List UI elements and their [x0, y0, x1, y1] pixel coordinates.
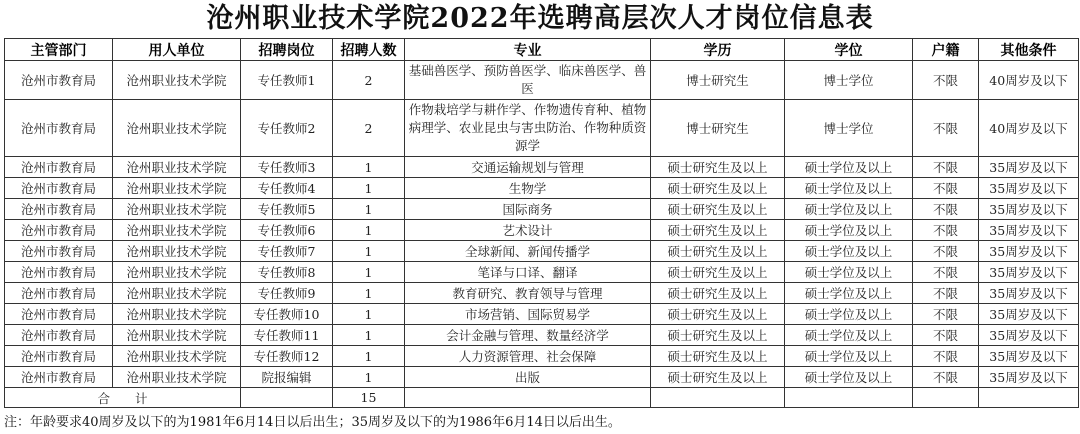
header-row — [5, 39, 1079, 61]
table-cell: 35周岁及以下 — [979, 304, 1079, 325]
table-cell: 沧州职业技术学院 — [113, 178, 241, 199]
table-cell: 专任教师1 — [241, 61, 333, 100]
table-cell: 专任教师8 — [241, 262, 333, 283]
table-cell: 沧州职业技术学院 — [113, 346, 241, 367]
table-cell: 沧州市教育局 — [5, 283, 113, 304]
table-cell: 院报编辑 — [241, 367, 333, 388]
table-cell: 2 — [333, 100, 405, 157]
table-cell: 不限 — [913, 157, 979, 178]
table-cell: 35周岁及以下 — [979, 220, 1079, 241]
table-cell: 1 — [333, 304, 405, 325]
table-cell: 硕士研究生及以上 — [651, 220, 785, 241]
table-cell: 沧州职业技术学院 — [113, 220, 241, 241]
table-cell: 不限 — [913, 241, 979, 262]
table-cell: 沧州市教育局 — [5, 220, 113, 241]
table-cell: 硕士学位及以上 — [785, 262, 913, 283]
table-cell: 艺术设计 — [405, 220, 651, 241]
header-cell: 招聘岗位 — [241, 39, 333, 61]
header-cell: 学历 — [651, 39, 785, 61]
header-cell: 用人单位 — [113, 39, 241, 61]
table-cell: 沧州市教育局 — [5, 100, 113, 157]
table-row — [5, 178, 1079, 199]
table-row — [5, 346, 1079, 367]
table-cell: 硕士研究生及以上 — [651, 367, 785, 388]
table-cell: 专任教师7 — [241, 241, 333, 262]
table-cell: 硕士学位及以上 — [785, 157, 913, 178]
header-cell: 户籍 — [913, 39, 979, 61]
page-title: 沧州职业技术学院2022年选聘高层次人才岗位信息表 — [206, 3, 874, 34]
table-cell: 博士学位 — [785, 100, 913, 157]
table-cell-empty — [913, 388, 979, 408]
table-cell: 出版 — [405, 367, 651, 388]
table-row — [5, 367, 1079, 388]
table-cell: 35周岁及以下 — [979, 157, 1079, 178]
table-cell: 硕士研究生及以上 — [651, 262, 785, 283]
table-cell: 1 — [333, 325, 405, 346]
table-cell: 沧州市教育局 — [5, 178, 113, 199]
total-row — [5, 388, 1079, 408]
table-cell: 笔译与口译、翻译 — [405, 262, 651, 283]
table-cell: 沧州职业技术学院 — [113, 100, 241, 157]
table-cell: 沧州市教育局 — [5, 157, 113, 178]
table-row — [5, 100, 1079, 157]
table-cell: 硕士研究生及以上 — [651, 325, 785, 346]
table-cell: 国际商务 — [405, 199, 651, 220]
table-cell: 硕士学位及以上 — [785, 241, 913, 262]
table-cell: 专任教师4 — [241, 178, 333, 199]
table-cell-empty — [785, 388, 913, 408]
table-cell: 教育研究、教育领导与管理 — [405, 283, 651, 304]
table-row — [5, 61, 1079, 100]
table-cell: 1 — [333, 220, 405, 241]
table-cell: 会计金融与管理、数量经济学 — [405, 325, 651, 346]
table-cell: 硕士研究生及以上 — [651, 199, 785, 220]
table-cell: 基础兽医学、预防兽医学、临床兽医学、兽医 — [405, 61, 651, 100]
footnote: 注：年龄要求40周岁及以下的为1981年6月14日以后出生；35周岁及以下的为1986年6月14日以后出生。 — [4, 415, 621, 430]
table-cell: 40周岁及以下 — [979, 61, 1079, 100]
header-cell: 其他条件 — [979, 39, 1079, 61]
table-cell: 沧州市教育局 — [5, 199, 113, 220]
table-cell: 人力资源管理、社会保障 — [405, 346, 651, 367]
table-cell: 35周岁及以下 — [979, 262, 1079, 283]
table-cell-empty — [405, 388, 651, 408]
table-cell: 沧州职业技术学院 — [113, 283, 241, 304]
table-cell-empty — [651, 388, 785, 408]
table-cell: 沧州市教育局 — [5, 61, 113, 100]
table-cell: 沧州职业技术学院 — [113, 262, 241, 283]
header-cell: 学位 — [785, 39, 913, 61]
table-cell: 沧州市教育局 — [5, 262, 113, 283]
table-cell: 35周岁及以下 — [979, 367, 1079, 388]
table-body — [5, 61, 1079, 408]
header-cell: 专业 — [405, 39, 651, 61]
header-cell: 招聘人数 — [333, 39, 405, 61]
table-row — [5, 241, 1079, 262]
table-cell: 不限 — [913, 178, 979, 199]
table-cell: 专任教师3 — [241, 157, 333, 178]
table-cell: 1 — [333, 283, 405, 304]
table-cell: 专任教师10 — [241, 304, 333, 325]
table-cell: 1 — [333, 367, 405, 388]
table-cell: 全球新闻、新闻传播学 — [405, 241, 651, 262]
table-cell: 沧州市教育局 — [5, 241, 113, 262]
table-cell: 生物学 — [405, 178, 651, 199]
table-cell: 2 — [333, 61, 405, 100]
table-cell: 1 — [333, 157, 405, 178]
table-cell: 专任教师9 — [241, 283, 333, 304]
table-cell: 沧州职业技术学院 — [113, 304, 241, 325]
table-row — [5, 262, 1079, 283]
table-cell: 沧州职业技术学院 — [113, 157, 241, 178]
table-cell-empty — [241, 388, 333, 408]
table-cell: 硕士学位及以上 — [785, 304, 913, 325]
table-cell: 沧州职业技术学院 — [113, 367, 241, 388]
table-cell: 专任教师12 — [241, 346, 333, 367]
table-cell: 35周岁及以下 — [979, 178, 1079, 199]
table-cell: 作物栽培学与耕作学、作物遗传育种、植物病理学、农业昆虫与害虫防治、作物种质资源学 — [405, 100, 651, 157]
table-cell: 不限 — [913, 100, 979, 157]
table-cell: 交通运输规划与管理 — [405, 157, 651, 178]
table-cell: 沧州职业技术学院 — [113, 241, 241, 262]
table-cell: 硕士学位及以上 — [785, 367, 913, 388]
table-cell: 不限 — [913, 283, 979, 304]
positions-table — [4, 38, 1079, 408]
table-cell: 硕士研究生及以上 — [651, 241, 785, 262]
table-cell: 35周岁及以下 — [979, 346, 1079, 367]
table-row — [5, 157, 1079, 178]
table-cell: 硕士学位及以上 — [785, 325, 913, 346]
table-cell: 硕士学位及以上 — [785, 199, 913, 220]
table-cell: 不限 — [913, 262, 979, 283]
table-row — [5, 220, 1079, 241]
table-cell: 40周岁及以下 — [979, 100, 1079, 157]
table-cell: 沧州市教育局 — [5, 367, 113, 388]
table-row — [5, 304, 1079, 325]
table-cell: 沧州职业技术学院 — [113, 199, 241, 220]
table-cell: 不限 — [913, 367, 979, 388]
table-cell: 专任教师5 — [241, 199, 333, 220]
table-cell: 沧州市教育局 — [5, 304, 113, 325]
table-cell: 硕士研究生及以上 — [651, 304, 785, 325]
table-cell: 不限 — [913, 199, 979, 220]
table-cell: 专任教师11 — [241, 325, 333, 346]
total-count: 15 — [333, 388, 405, 408]
table-cell: 不限 — [913, 346, 979, 367]
table-cell: 沧州市教育局 — [5, 346, 113, 367]
table-cell: 1 — [333, 262, 405, 283]
table-cell: 硕士学位及以上 — [785, 283, 913, 304]
table-cell: 沧州市教育局 — [5, 325, 113, 346]
table-cell: 35周岁及以下 — [979, 199, 1079, 220]
table-cell: 专任教师6 — [241, 220, 333, 241]
table-cell: 硕士学位及以上 — [785, 220, 913, 241]
table-cell: 35周岁及以下 — [979, 325, 1079, 346]
table-row — [5, 199, 1079, 220]
table-cell: 硕士研究生及以上 — [651, 178, 785, 199]
table-cell: 35周岁及以下 — [979, 283, 1079, 304]
table-cell: 不限 — [913, 61, 979, 100]
table-cell: 不限 — [913, 304, 979, 325]
table-cell: 硕士研究生及以上 — [651, 346, 785, 367]
table-cell: 1 — [333, 241, 405, 262]
table-cell: 1 — [333, 178, 405, 199]
table-cell: 1 — [333, 199, 405, 220]
table-cell: 市场营销、国际贸易学 — [405, 304, 651, 325]
table-row — [5, 325, 1079, 346]
header-cell: 主管部门 — [5, 39, 113, 61]
table-cell: 博士研究生 — [651, 61, 785, 100]
table-row — [5, 283, 1079, 304]
table-cell: 硕士学位及以上 — [785, 178, 913, 199]
table-cell: 不限 — [913, 220, 979, 241]
table-cell: 专任教师2 — [241, 100, 333, 157]
table-cell: 博士研究生 — [651, 100, 785, 157]
total-label: 合 计 — [5, 388, 241, 408]
table-cell: 沧州职业技术学院 — [113, 325, 241, 346]
table-cell: 硕士研究生及以上 — [651, 157, 785, 178]
table-cell-empty — [979, 388, 1079, 408]
table-cell: 35周岁及以下 — [979, 241, 1079, 262]
table-cell: 硕士研究生及以上 — [651, 283, 785, 304]
table-cell: 硕士学位及以上 — [785, 346, 913, 367]
table-cell: 不限 — [913, 325, 979, 346]
table-cell: 博士学位 — [785, 61, 913, 100]
table-cell: 沧州职业技术学院 — [113, 61, 241, 100]
table-cell: 1 — [333, 346, 405, 367]
